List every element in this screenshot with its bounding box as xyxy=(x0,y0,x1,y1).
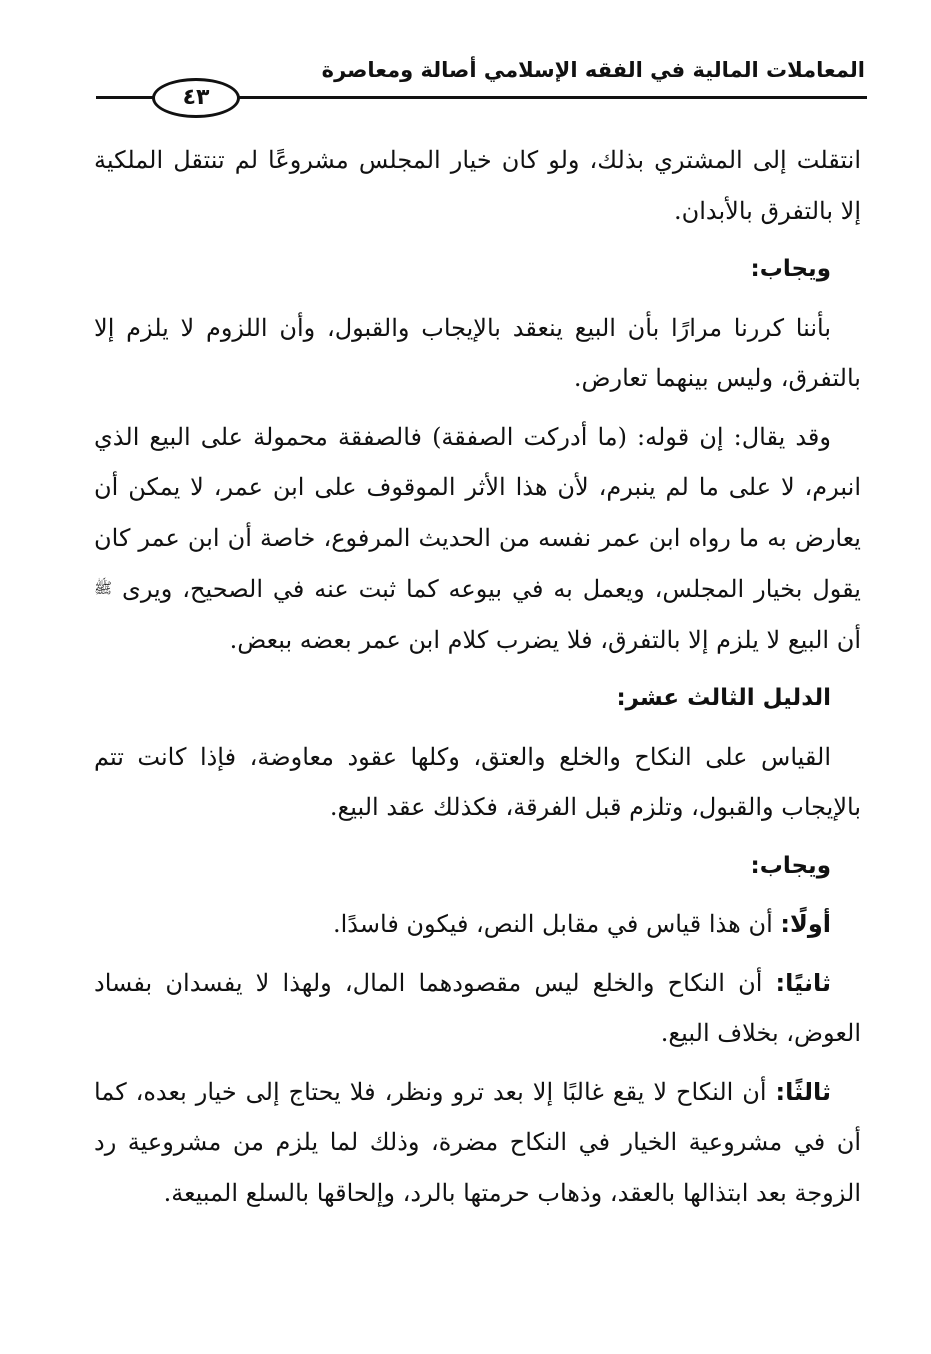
heading-evidence-13: الدليل الثالث عشر: xyxy=(616,685,831,711)
paragraph-continuation: انتقلت إلى المشتري بذلك، ولو كان خيار المجلس مشروعًا لم تنتقل الملكية إلا بالتفرق بالأبدان. xyxy=(94,146,862,225)
paragraph-analogy: القياس على النكاح والخلع والعتق، وكلها عقود معاوضة، فإذا كانت تتم بالإيجاب والقبول، وتلزم قبل الفرقة، فكذلك عقد البيع. xyxy=(94,742,861,821)
heading-reply-1: ويجاب: xyxy=(750,256,831,282)
objection-text-end: أن البيع لا يلزم إلا بالتفرق، فلا يضرب كلام ابن عمر بعضه ببعض. xyxy=(229,625,861,654)
point-first-label: أولًا: xyxy=(780,910,831,938)
point-third-label: ثالثًا: xyxy=(775,1077,831,1106)
page-body xyxy=(94,135,861,1226)
point-third xyxy=(94,1067,861,1219)
point-second-text: أن النكاح والخلع ليس مقصودهما المال، ولهذا لا يفسدان بفساد العوض، بخلاف البيع. xyxy=(94,968,861,1047)
page-number: ٤٣ xyxy=(152,78,240,118)
paragraph-reply-1: بأننا كررنا مرارًا بأن البيع ينعقد بالإيجاب والقبول، وأن اللزوم لا يلزم إلا بالتفرق، وليس بينهما تعارض. xyxy=(94,313,861,392)
heading-reply-2: ويجاب: xyxy=(750,852,831,879)
paragraph-objection xyxy=(94,412,861,666)
point-third-text: أن النكاح لا يقع غالبًا إلا بعد ترو ونظر، فلا يحتاج إلى خيار بعده، كما أن في مشروعية الخيار في النكاح مضرة، وذلك لما يلزم من مشروعية رد الزوجة بعد ابتذالها بالعقد، وذهاب حرمتها بالرد، وإلحاقها بالسلع المبيعة. xyxy=(94,1077,861,1207)
point-first xyxy=(94,899,861,950)
running-title: المعاملات المالية في الفقه الإسلامي أصالة ومعاصرة xyxy=(321,58,865,82)
point-second xyxy=(94,958,861,1059)
point-first-text: أن هذا قياس في مقابل النص، فيكون فاسدًا. xyxy=(333,910,773,938)
point-second-label: ثانيًا: xyxy=(775,968,831,997)
objection-text-start: وقد يقال: إن قوله: (ما أدركت الصفقة) فالصفقة محمولة على البيع الذي انبرم، لا على ما لم ينبرم، لأن هذا الأثر الموقوف على ابن عمر، لا يمكن أن يعارض به ما رواه ابن عمر نفسه من الحديث المرفوع، خاصة أن ابن عمر كان يقول بخيار المجلس، ويعمل به في بيوعه كما ثبت عنه في الصحيح، ويرى xyxy=(94,422,861,603)
honorific-glyph: ﷺ xyxy=(94,579,113,597)
